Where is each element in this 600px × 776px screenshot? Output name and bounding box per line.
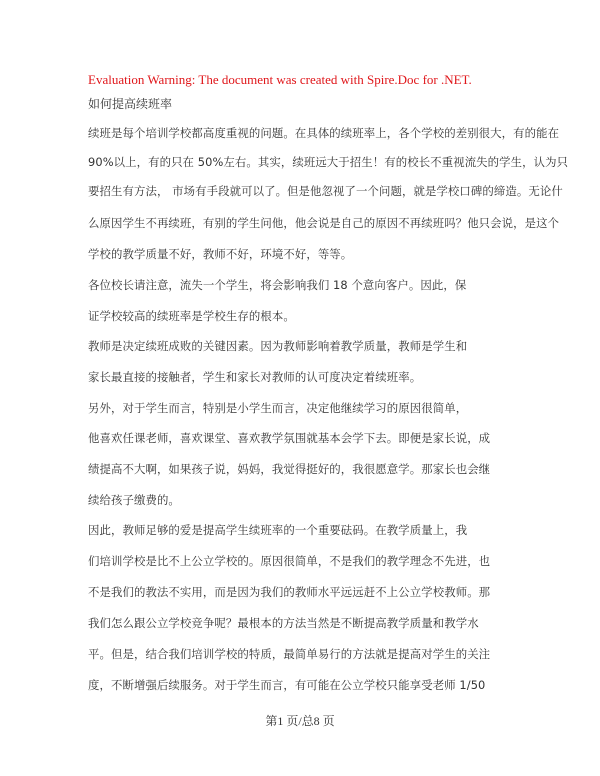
- body-line: 各位校长请注意，流失一个学生，将会影响我们 18 个意向客户。因此，保: [88, 278, 467, 292]
- body-line: 不是我们的教法不实用，而是因为我们的教师水平远远赶不上公立学校教师。那: [88, 585, 491, 599]
- page-footer: 第1 页/总8 页: [265, 714, 335, 728]
- body-line: 么原因学生不再续班，有别的学生问他，他会说是自己的原因不再续班吗？他只会说，是这个: [88, 216, 560, 230]
- body-line: 学校的教学质量不好，教师不好，环境不好，等等。: [88, 247, 353, 261]
- body-line: 要招生有方法， 市场有手段就可以了。但是他忽视了一个问题，就是学校口碑的缔造。无论什: [88, 184, 563, 198]
- body-line: 们培训学校是比不上公立学校的。原因很简单，不是我们的教学理念不先进，也: [88, 554, 491, 568]
- body-line: 他喜欢任课老师，喜欢课堂、喜欢教学氛围就基本会学下去。即便是家长说，成: [88, 431, 491, 445]
- evaluation-warning: Evaluation Warning: The document was created with Spire.Doc for .NET.: [88, 72, 472, 87]
- body-line: 证学校较高的续班率是学校生存的根本。: [88, 309, 295, 323]
- body-line: 教师是决定续班成败的关键因素。因为教师影响着教学质量，教师是学生和: [88, 339, 468, 353]
- body-line: 家长最直接的接触者，学生和家长对教师的认可度决定着续班率。: [88, 370, 422, 384]
- body-line: 我们怎么跟公立学校竞争呢？最根本的方法当然是不断提高教学质量和教学水: [88, 616, 479, 630]
- body-line: 90%以上，有的只在 50%左右。其实，续班远大于招生！有的校长不重视流失的学生，认为只: [88, 155, 569, 169]
- body-line: 平。但是，结合我们培训学校的特质，最简单易行的方法就是提高对学生的关注: [88, 647, 491, 661]
- body-line: 续给孩子缴费的。: [88, 493, 180, 507]
- body-line: 度，不断增强后续服务。对于学生而言，有可能在公立学校只能享受老师 1/50: [88, 678, 486, 692]
- body-line: 因此，教师足够的爱是提高学生续班率的一个重要砝码。在教学质量上，我: [88, 523, 468, 537]
- document-title: 如何提高续班率: [88, 97, 173, 111]
- body-line: 续班是每个培训学校都高度重视的问题。在具体的续班率上，各个学校的差别很大，有的能在: [88, 126, 560, 140]
- body-line: 绩提高不大啊，如果孩子说，妈妈，我觉得挺好的，我很愿意学。那家长也会继: [88, 462, 491, 476]
- body-line: 另外，对于学生而言，特别是小学生而言，决定他继续学习的原因很简单，: [88, 401, 468, 415]
